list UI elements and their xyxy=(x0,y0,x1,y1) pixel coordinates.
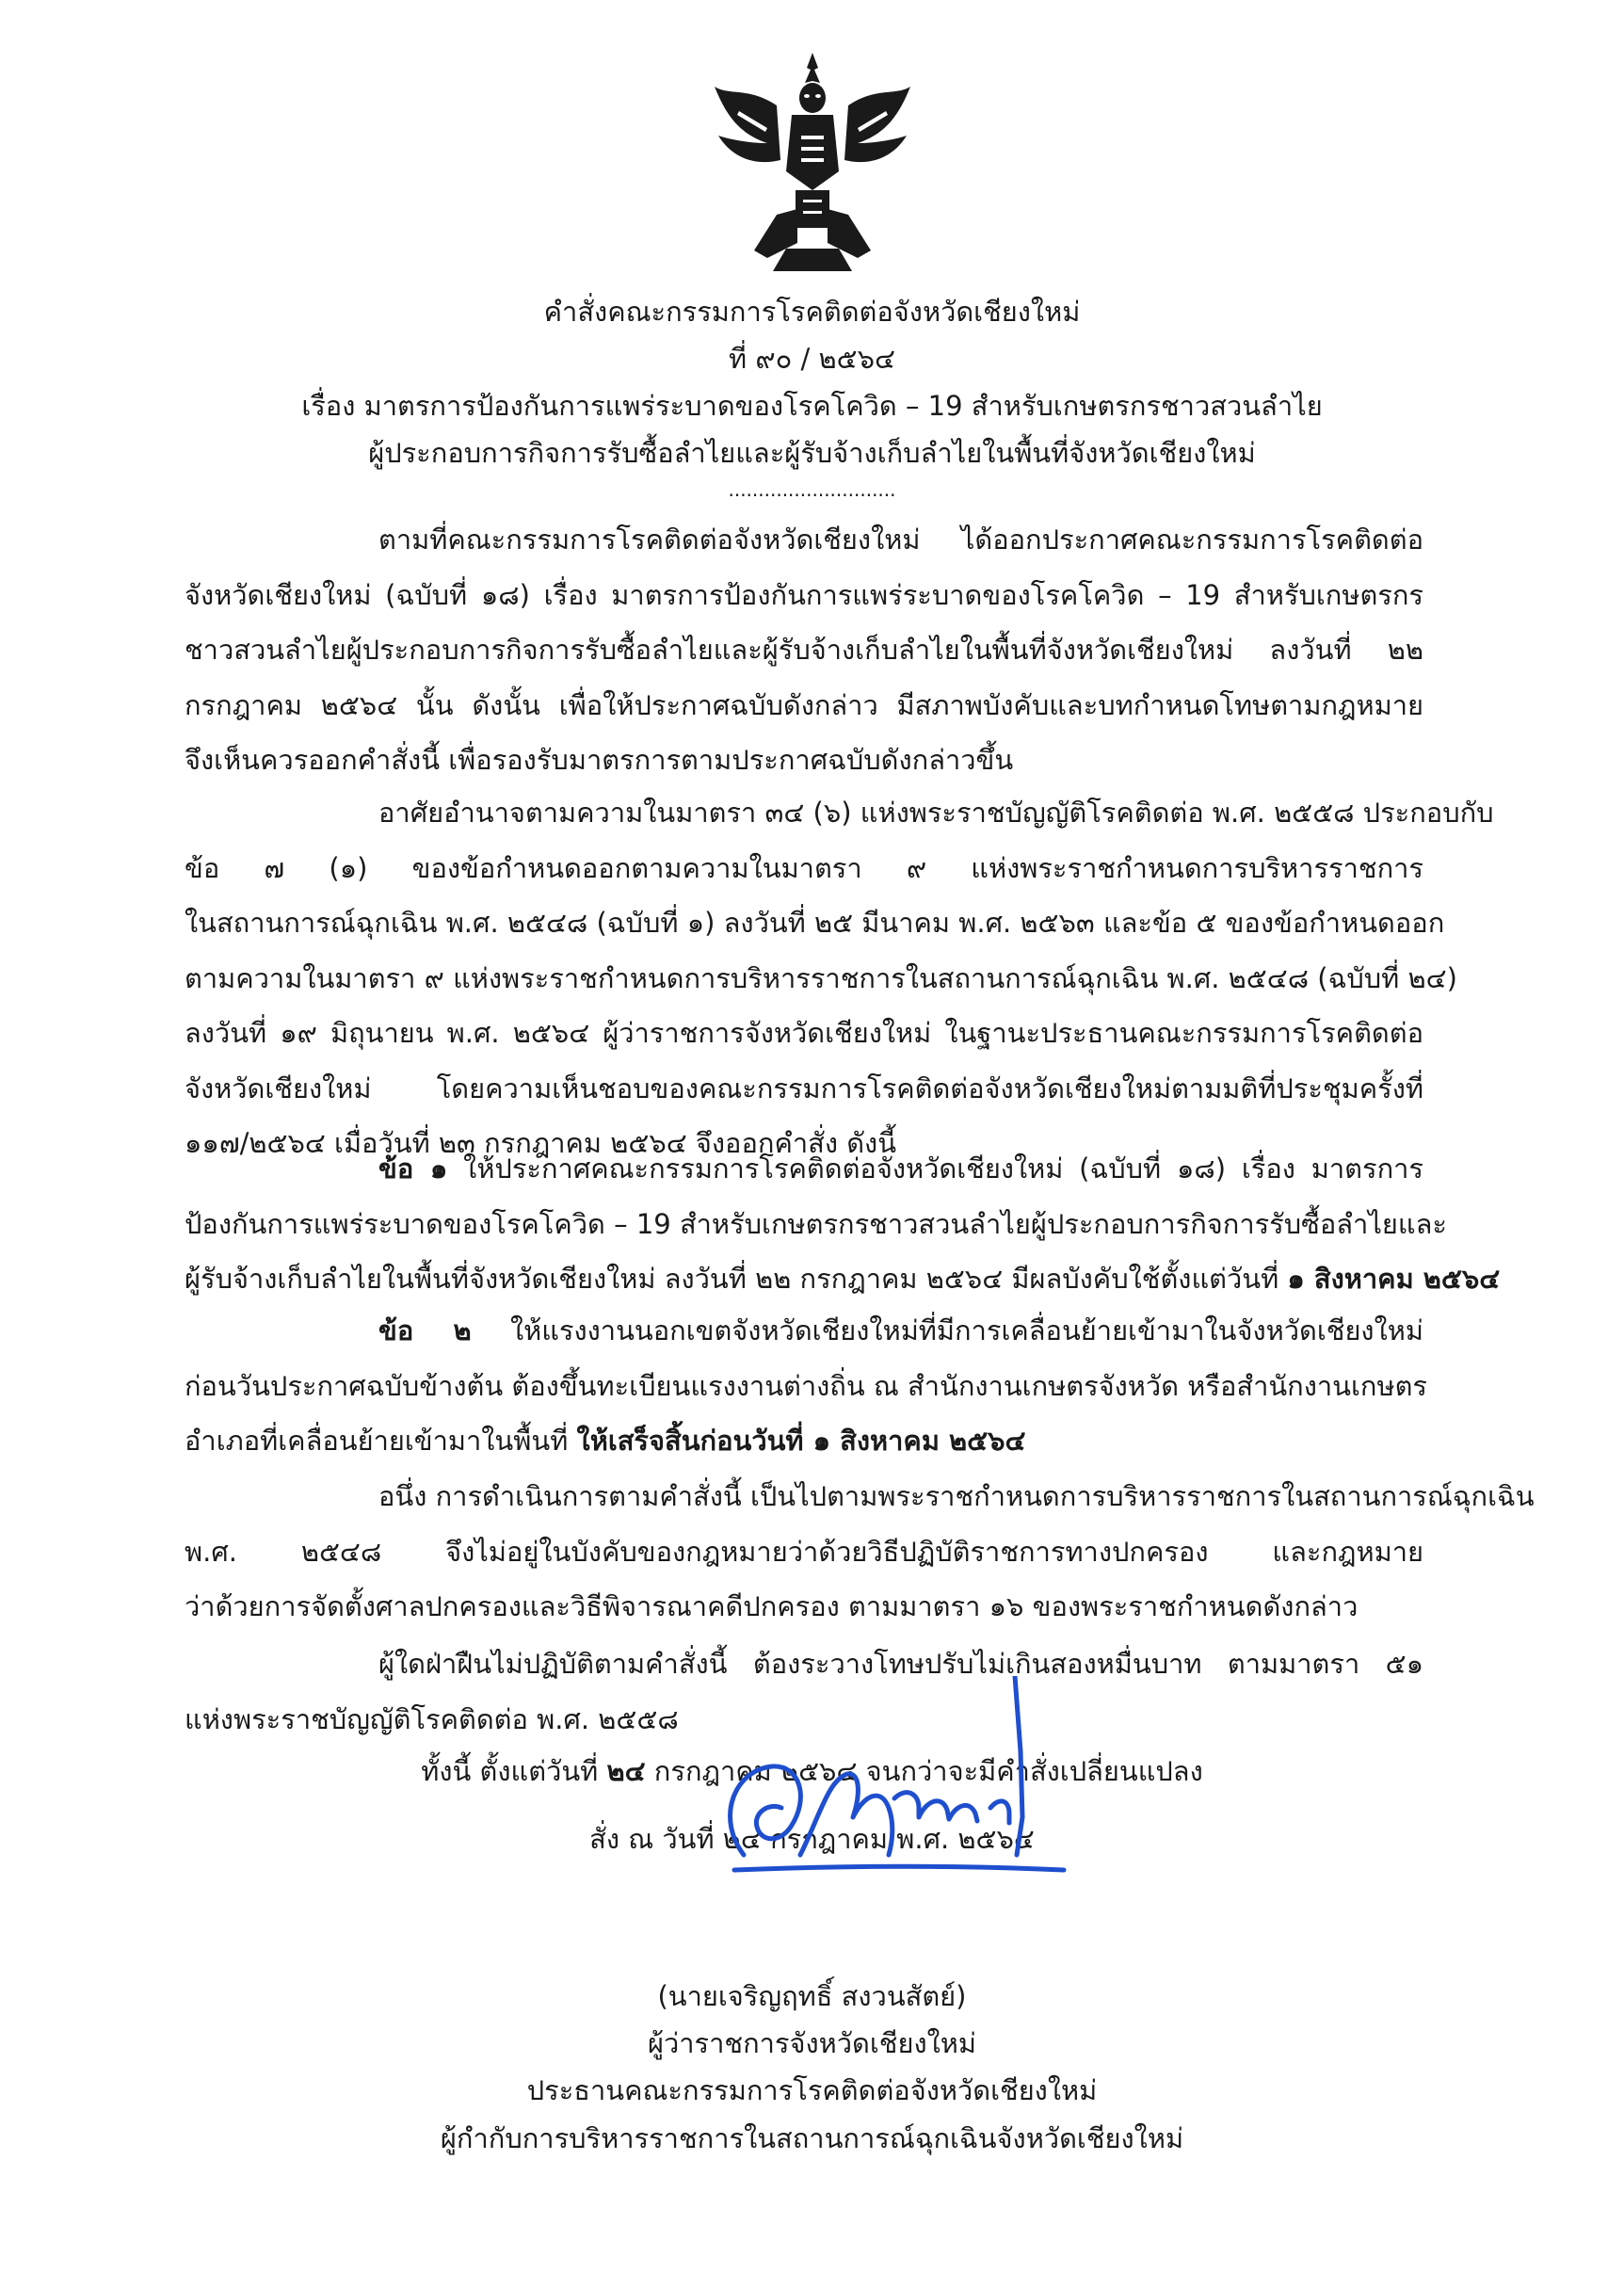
paragraph-line: จึงเห็นควรออกคำสั่งนี้ เพื่อรองรับมาตรการตามประกาศฉบับดังกล่าวขึ้น xyxy=(185,744,1014,776)
order-date: สั่ง ณ วันที่ ๒๔ กรกฎาคม พ.ศ. ๒๕๖๔ xyxy=(589,1823,1035,1855)
clause-2 xyxy=(185,1303,1427,1469)
paragraph-line: แห่งพระราชบัญญัติโรคติดต่อ พ.ศ. ๒๕๕๘ xyxy=(185,1702,679,1735)
paragraph-exemption xyxy=(185,1469,1535,1635)
paragraph-line: ว่าด้วยการจัดตั้งศาลปกครองและวิธีพิจารณาคดีปกครอง ตามมาตรา ๑๖ ของพระราชกำหนดดังกล่าว xyxy=(185,1590,1359,1622)
paragraph-authority xyxy=(185,785,1494,1171)
paragraph-line: ก่อนวันประกาศฉบับข้างต้น ต้องขึ้นทะเบียนแรงงานต่างถิ่น ณ สำนักงานเกษตรจังหวัด หรือสำนักงานเกษตร xyxy=(185,1369,1427,1402)
paragraph-line: จังหวัดเชียงใหม่ โดยความเห็นชอบของคณะกรรมการโรคติดต่อจังหวัดเชียงใหม่ตามมติที่ประชุมครั้งที่ xyxy=(185,1072,1423,1104)
clause-1 xyxy=(185,1141,1501,1307)
clause-label: ข้อ ๑ xyxy=(378,1153,448,1185)
effective-statement: ทั้งนี้ ตั้งแต่วันที่ ๒๔ กรกฎาคม ๒๕๖๔ จนกว่าจะมีคำสั่งเปลี่ยนแปลง xyxy=(421,1755,1203,1787)
effective-date-bold: ๑ สิงหาคม ๒๕๖๔ xyxy=(1287,1263,1501,1295)
signatory-title-2: ประธานคณะกรรมการโรคติดต่อจังหวัดเชียงใหม่ xyxy=(526,2074,1098,2106)
paragraph-line: อำเภอที่เคลื่อนย้ายเข้ามาในพื้นที่ ให้เสร็จสิ้นก่อนวันที่ ๑ สิงหาคม ๒๕๖๔ xyxy=(185,1425,1026,1457)
paragraph-line: ข้อ ๒ ให้แรงงานนอกเขตจังหวัดเชียงใหม่ที่มีการเคลื่อนย้ายเข้ามาในจังหวัดเชียงใหม่ xyxy=(378,1314,1423,1346)
paragraph-line: อาศัยอำนาจตามความในมาตรา ๓๔ (๖) แห่งพระราชบัญญัติโรคติดต่อ พ.ศ. ๒๕๕๘ ประกอบกับ xyxy=(378,797,1494,829)
clause-label: ข้อ ๒ xyxy=(378,1314,472,1346)
subject-line-1: เรื่อง มาตรการป้องกันการแพร่ระบาดของโรคโควิด – 19 สำหรับเกษตรกรชาวสวนลำไย xyxy=(301,390,1323,422)
signatory-title-1: ผู้ว่าราชการจังหวัดเชียงใหม่ xyxy=(647,2027,977,2059)
paragraph-line: กรกฎาคม ๒๕๖๔ นั้น ดังนั้น เพื่อให้ประกาศฉบับดังกล่าว มีสภาพบังคับและบทกำหนดโทษตามกฎหมาย xyxy=(185,688,1423,721)
signatory-title-3: ผู้กำกับการบริหารราชการในสถานการณ์ฉุกเฉินจังหวัดเชียงใหม่ xyxy=(440,2122,1184,2154)
paragraph-line: ชาวสวนลำไยผู้ประกอบการกิจการรับซื้อลำไยและผู้รับจ้างเก็บลำไยในพื้นที่จังหวัดเชียงใหม่ ลงวันที่ ๒๒ xyxy=(185,634,1423,666)
paragraph-line: ตามความในมาตรา ๙ แห่งพระราชกำหนดการบริหารราชการในสถานการณ์ฉุกเฉิน พ.ศ. ๒๕๔๘ (ฉบับที่ ๒๔) xyxy=(185,961,1457,994)
paragraph-line: ตามที่คณะกรรมการโรคติดต่อจังหวัดเชียงใหม่ ได้ออกประกาศคณะกรรมการโรคติดต่อ xyxy=(378,524,1423,556)
paragraph-line: ข้อ ๑ ให้ประกาศคณะกรรมการโรคติดต่อจังหวัดเชียงใหม่ (ฉบับที่ ๑๘) เรื่อง มาตรการ xyxy=(378,1153,1423,1185)
deadline-bold: ให้เสร็จสิ้นก่อนวันที่ ๑ สิงหาคม ๒๕๖๔ xyxy=(576,1425,1026,1457)
signatory-name: (นายเจริญฤทธิ์ สงวนสัตย์) xyxy=(657,1980,967,2012)
handwritten-signature-icon xyxy=(659,1676,1073,1968)
paragraph-line: ป้องกันการแพร่ระบาดของโรคโควิด – 19 สำหรับเกษตรกรชาวสวนลำไยผู้ประกอบการกิจการรับซื้อลำไยและ xyxy=(185,1207,1447,1240)
order-number: ที่ ๙๐ / ๒๕๖๔ xyxy=(729,343,895,375)
document-title: คำสั่งคณะกรรมการโรคติดต่อจังหวัดเชียงใหม่ xyxy=(543,296,1081,328)
paragraph-line: พ.ศ. ๒๕๔๘ จึงไม่อยู่ในบังคับของกฎหมายว่าด้วยวิธีปฏิบัติราชการทางปกครอง และกฎหมาย xyxy=(185,1535,1423,1568)
paragraph-line: ๑๑๗/๒๕๖๔ เมื่อวันที่ ๒๓ กรกฎาคม ๒๕๖๔ จึงออกคำสั่ง ดังนี้ xyxy=(185,1127,897,1159)
paragraph-line: ลงวันที่ ๑๙ มิถุนายน พ.ศ. ๒๕๖๔ ผู้ว่าราชการจังหวัดเชียงใหม่ ในฐานะประธานคณะกรรมการโรคติดต่อ xyxy=(185,1017,1423,1049)
paragraph-line: อนึ่ง การดำเนินการตามคำสั่งนี้ เป็นไปตามพระราชกำหนดการบริหารราชการในสถานการณ์ฉุกเฉิน xyxy=(378,1480,1535,1512)
paragraph-line: ผู้รับจ้างเก็บลำไยในพื้นที่จังหวัดเชียงใหม่ ลงวันที่ ๒๒ กรกฎาคม ๒๕๖๔ มีผลบังคับใช้ตั้งแต่วันที่ ๑ สิงหาคม ๒๕๖๔ xyxy=(185,1263,1501,1295)
subject-line-2: ผู้ประกอบการกิจการรับซื้อลำไยและผู้รับจ้างเก็บลำไยในพื้นที่จังหวัดเชียงใหม่ xyxy=(368,437,1256,469)
garuda-emblem-icon xyxy=(711,49,914,275)
header-divider: ............................ xyxy=(728,478,896,501)
paragraph-line: จังหวัดเชียงใหม่ (ฉบับที่ ๑๘) เรื่อง มาตรการป้องกันการแพร่ระบาดของโรคโควิด – 19 สำหรับเกษตรกร xyxy=(185,578,1423,611)
paragraph-line: ผู้ใดฝ่าฝืนไม่ปฏิบัติตามคำสั่งนี้ ต้องระวางโทษปรับไม่เกินสองหมื่นบาท ตามมาตรา ๕๑ xyxy=(378,1648,1423,1680)
paragraph-background xyxy=(185,512,1423,788)
paragraph-line: ข้อ ๗ (๑) ของข้อกำหนดออกตามความในมาตรา ๙ แห่งพระราชกำหนดการบริหารราชการ xyxy=(185,851,1423,884)
paragraph-line: ในสถานการณ์ฉุกเฉิน พ.ศ. ๒๕๔๘ (ฉบับที่ ๑) ลงวันที่ ๒๕ มีนาคม พ.ศ. ๒๕๖๓ และข้อ ๕ ของข้อกำหนดออก xyxy=(185,907,1445,939)
